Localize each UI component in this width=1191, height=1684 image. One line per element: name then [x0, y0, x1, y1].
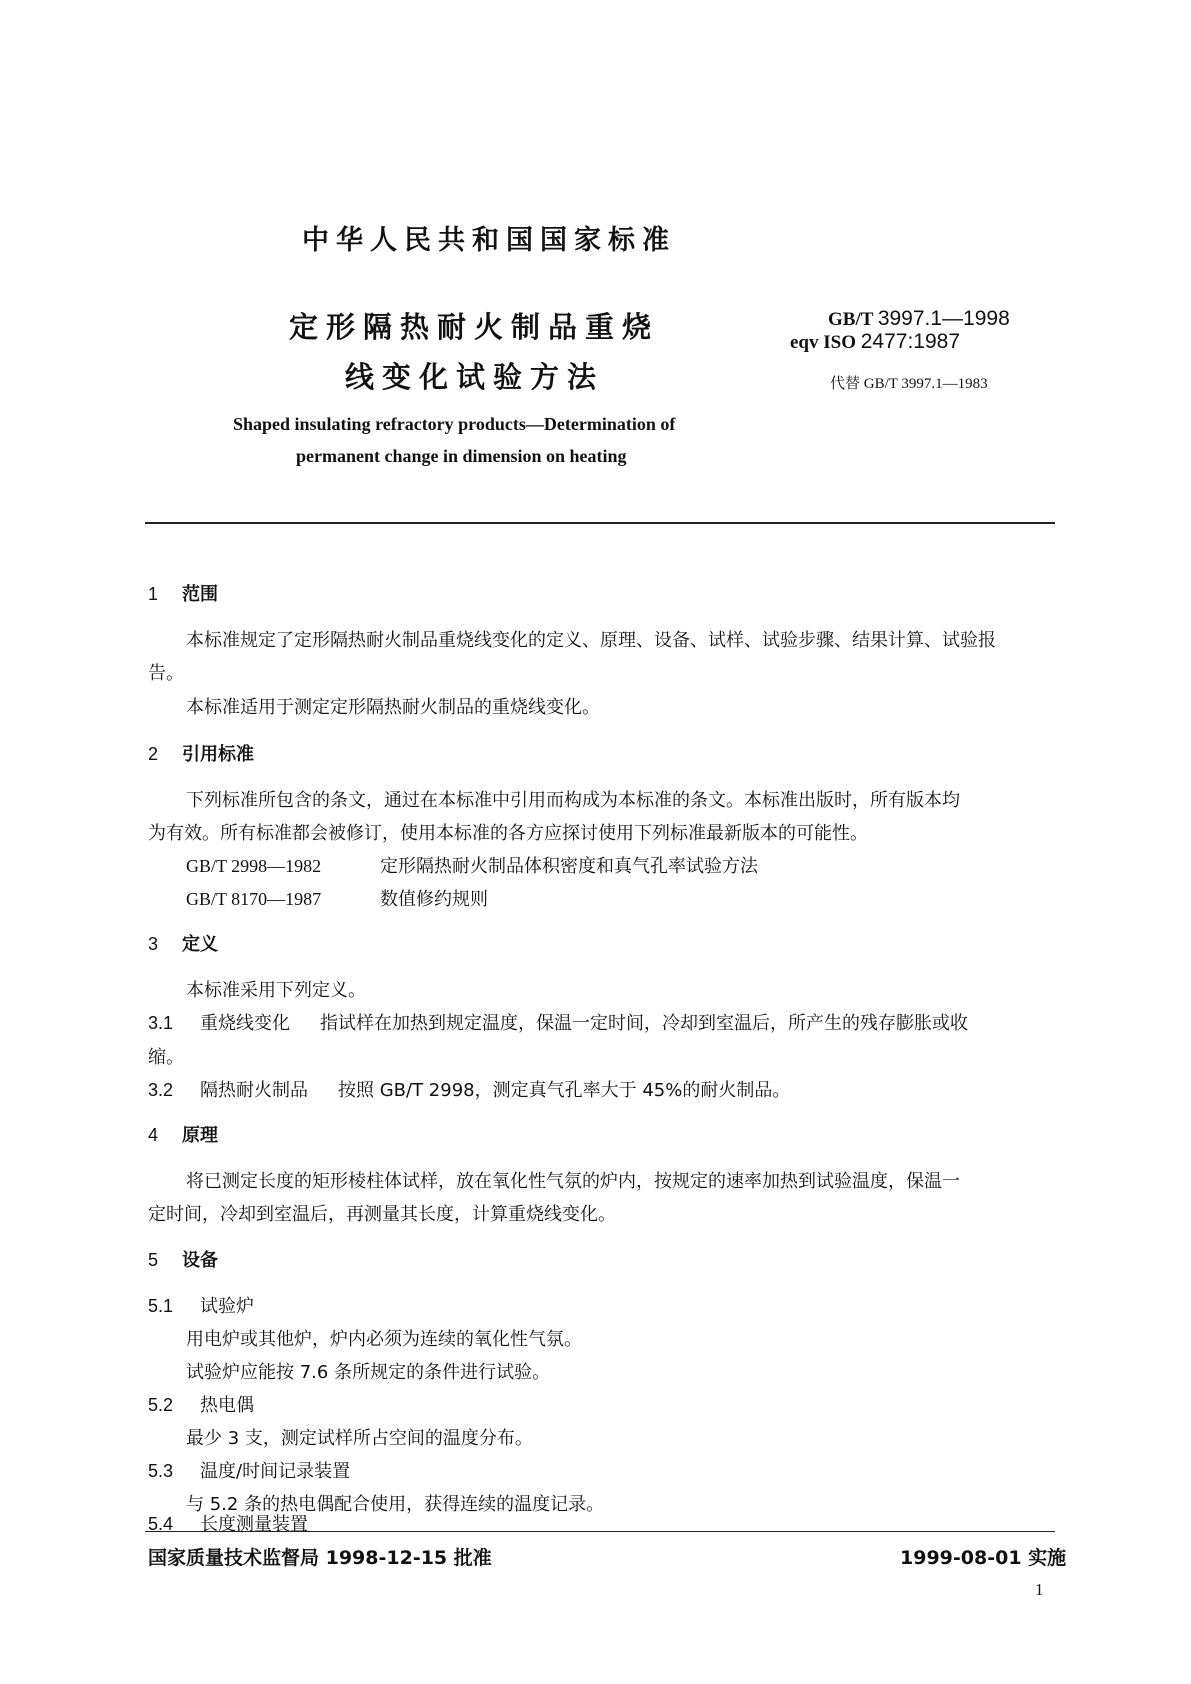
standard-code-number: 3997.1—1998	[877, 307, 1010, 330]
definition-3-1-continuation: 缩。	[148, 1047, 184, 1068]
clause-title: 长度测量装置	[200, 1514, 308, 1535]
header-divider	[145, 522, 1055, 524]
reference-code: GB/T 2998—1982	[186, 856, 322, 876]
equivalent-standard-number: 2477:1987	[860, 330, 961, 353]
english-title-line-1: Shaped insulating refractory products—Determination of	[233, 414, 676, 434]
clause-number: 5.1	[148, 1296, 174, 1316]
clause-number: 3.2	[148, 1080, 174, 1100]
clause-number: 5.2	[148, 1395, 174, 1415]
section-title: 设备	[182, 1250, 218, 1271]
section-number: 5	[148, 1250, 159, 1270]
defined-term: 重烧线变化	[200, 1013, 290, 1034]
section-number: 2	[148, 744, 159, 764]
reference-standard-1	[186, 852, 758, 878]
section-title: 范围	[182, 584, 218, 605]
section-2-paragraph-line-1: 下列标准所包含的条文，通过在本标准中引用而构成为本标准的条文。本标准出版时，所有版本均	[186, 790, 960, 811]
definition-text: 指试样在加热到规定温度，保温一定时间，冷却到室温后，所产生的残存膨胀或收	[320, 1013, 968, 1034]
reference-standard-2	[186, 885, 488, 911]
standard-code-prefix: GB/T	[828, 309, 874, 330]
section-number: 1	[148, 584, 159, 604]
clause-number: 5.3	[148, 1461, 174, 1481]
english-title-line-2: permanent change in dimension on heating	[296, 446, 627, 466]
clause-number: 3.1	[148, 1013, 174, 1033]
clause-title: 热电偶	[200, 1395, 254, 1416]
section-1-heading	[148, 580, 218, 606]
section-1-paragraph-1-line-1: 本标准规定了定形隔热耐火制品重烧线变化的定义、原理、设备、试样、试验步骤、结果计算、试验报	[186, 630, 996, 651]
section-2-heading	[148, 740, 254, 766]
document-title-line-2: 线变化试验方法	[345, 360, 605, 394]
equivalent-standard	[790, 330, 960, 354]
equivalent-standard-prefix: eqv ISO	[790, 332, 856, 353]
section-4-paragraph-line-1: 将已测定长度的矩形棱柱体试样，放在氧化性气氛的炉内，按规定的速率加热到试验温度，保温一	[186, 1171, 960, 1192]
footer-divider	[145, 1531, 1055, 1532]
clause-5-4	[148, 1510, 308, 1536]
reference-title: 定形隔热耐火制品体积密度和真气孔率试验方法	[380, 856, 758, 877]
page-number: 1	[1035, 1580, 1044, 1599]
section-3-intro: 本标准采用下列定义。	[186, 980, 366, 1001]
reference-title: 数值修约规则	[380, 889, 488, 910]
clause-5-1-line-2: 试验炉应能按 7.6 条所规定的条件进行试验。	[186, 1362, 551, 1383]
national-standard-heading: 中华人民共和国国家标准	[302, 225, 676, 256]
clause-5-3	[148, 1457, 350, 1483]
replaces-standard: 代替 GB/T 3997.1—1983	[830, 376, 988, 392]
clause-title: 温度/时间记录装置	[200, 1461, 351, 1482]
section-5-heading	[148, 1246, 218, 1272]
section-4-paragraph-line-2: 定时间，冷却到室温后，再测量其长度，计算重烧线变化。	[148, 1204, 616, 1225]
clause-title: 试验炉	[200, 1296, 254, 1317]
section-1-paragraph-2: 本标准适用于测定定形隔热耐火制品的重烧线变化。	[186, 697, 600, 718]
clause-number: 5.4	[148, 1514, 174, 1534]
section-title: 引用标准	[182, 744, 254, 765]
section-title: 定义	[182, 934, 218, 955]
clause-5-3-line-1: 与 5.2 条的热电偶配合使用，获得连续的温度记录。	[186, 1494, 605, 1515]
definition-3-1	[148, 1009, 968, 1035]
clause-5-2-line-1: 最少 3 支，测定试样所占空间的温度分布。	[186, 1428, 533, 1449]
clause-5-1	[148, 1292, 254, 1318]
definition-text: 按照 GB/T 2998，测定真气孔率大于 45%的耐火制品。	[338, 1080, 791, 1101]
clause-5-2	[148, 1391, 254, 1417]
approval-statement: 国家质量技术监督局 1998-12-15 批准	[148, 1547, 492, 1569]
section-3-heading	[148, 930, 218, 956]
section-title: 原理	[182, 1125, 218, 1146]
section-number: 3	[148, 934, 159, 954]
clause-5-1-line-1: 用电炉或其他炉，炉内必须为连续的氧化性气氛。	[186, 1329, 582, 1350]
section-4-heading	[148, 1121, 218, 1147]
reference-code: GB/T 8170—1987	[186, 889, 322, 909]
defined-term: 隔热耐火制品	[200, 1080, 308, 1101]
section-number: 4	[148, 1125, 159, 1145]
section-1-paragraph-1-line-2: 告。	[148, 663, 184, 684]
implementation-date: 1999-08-01 实施	[900, 1547, 1067, 1569]
section-2-paragraph-line-2: 为有效。所有标准都会被修订，使用本标准的各方应探讨使用下列标准最新版本的可能性。	[148, 823, 868, 844]
document-title-line-1: 定形隔热耐火制品重烧	[289, 310, 660, 344]
standard-code	[828, 307, 1010, 331]
definition-3-2	[148, 1076, 790, 1102]
